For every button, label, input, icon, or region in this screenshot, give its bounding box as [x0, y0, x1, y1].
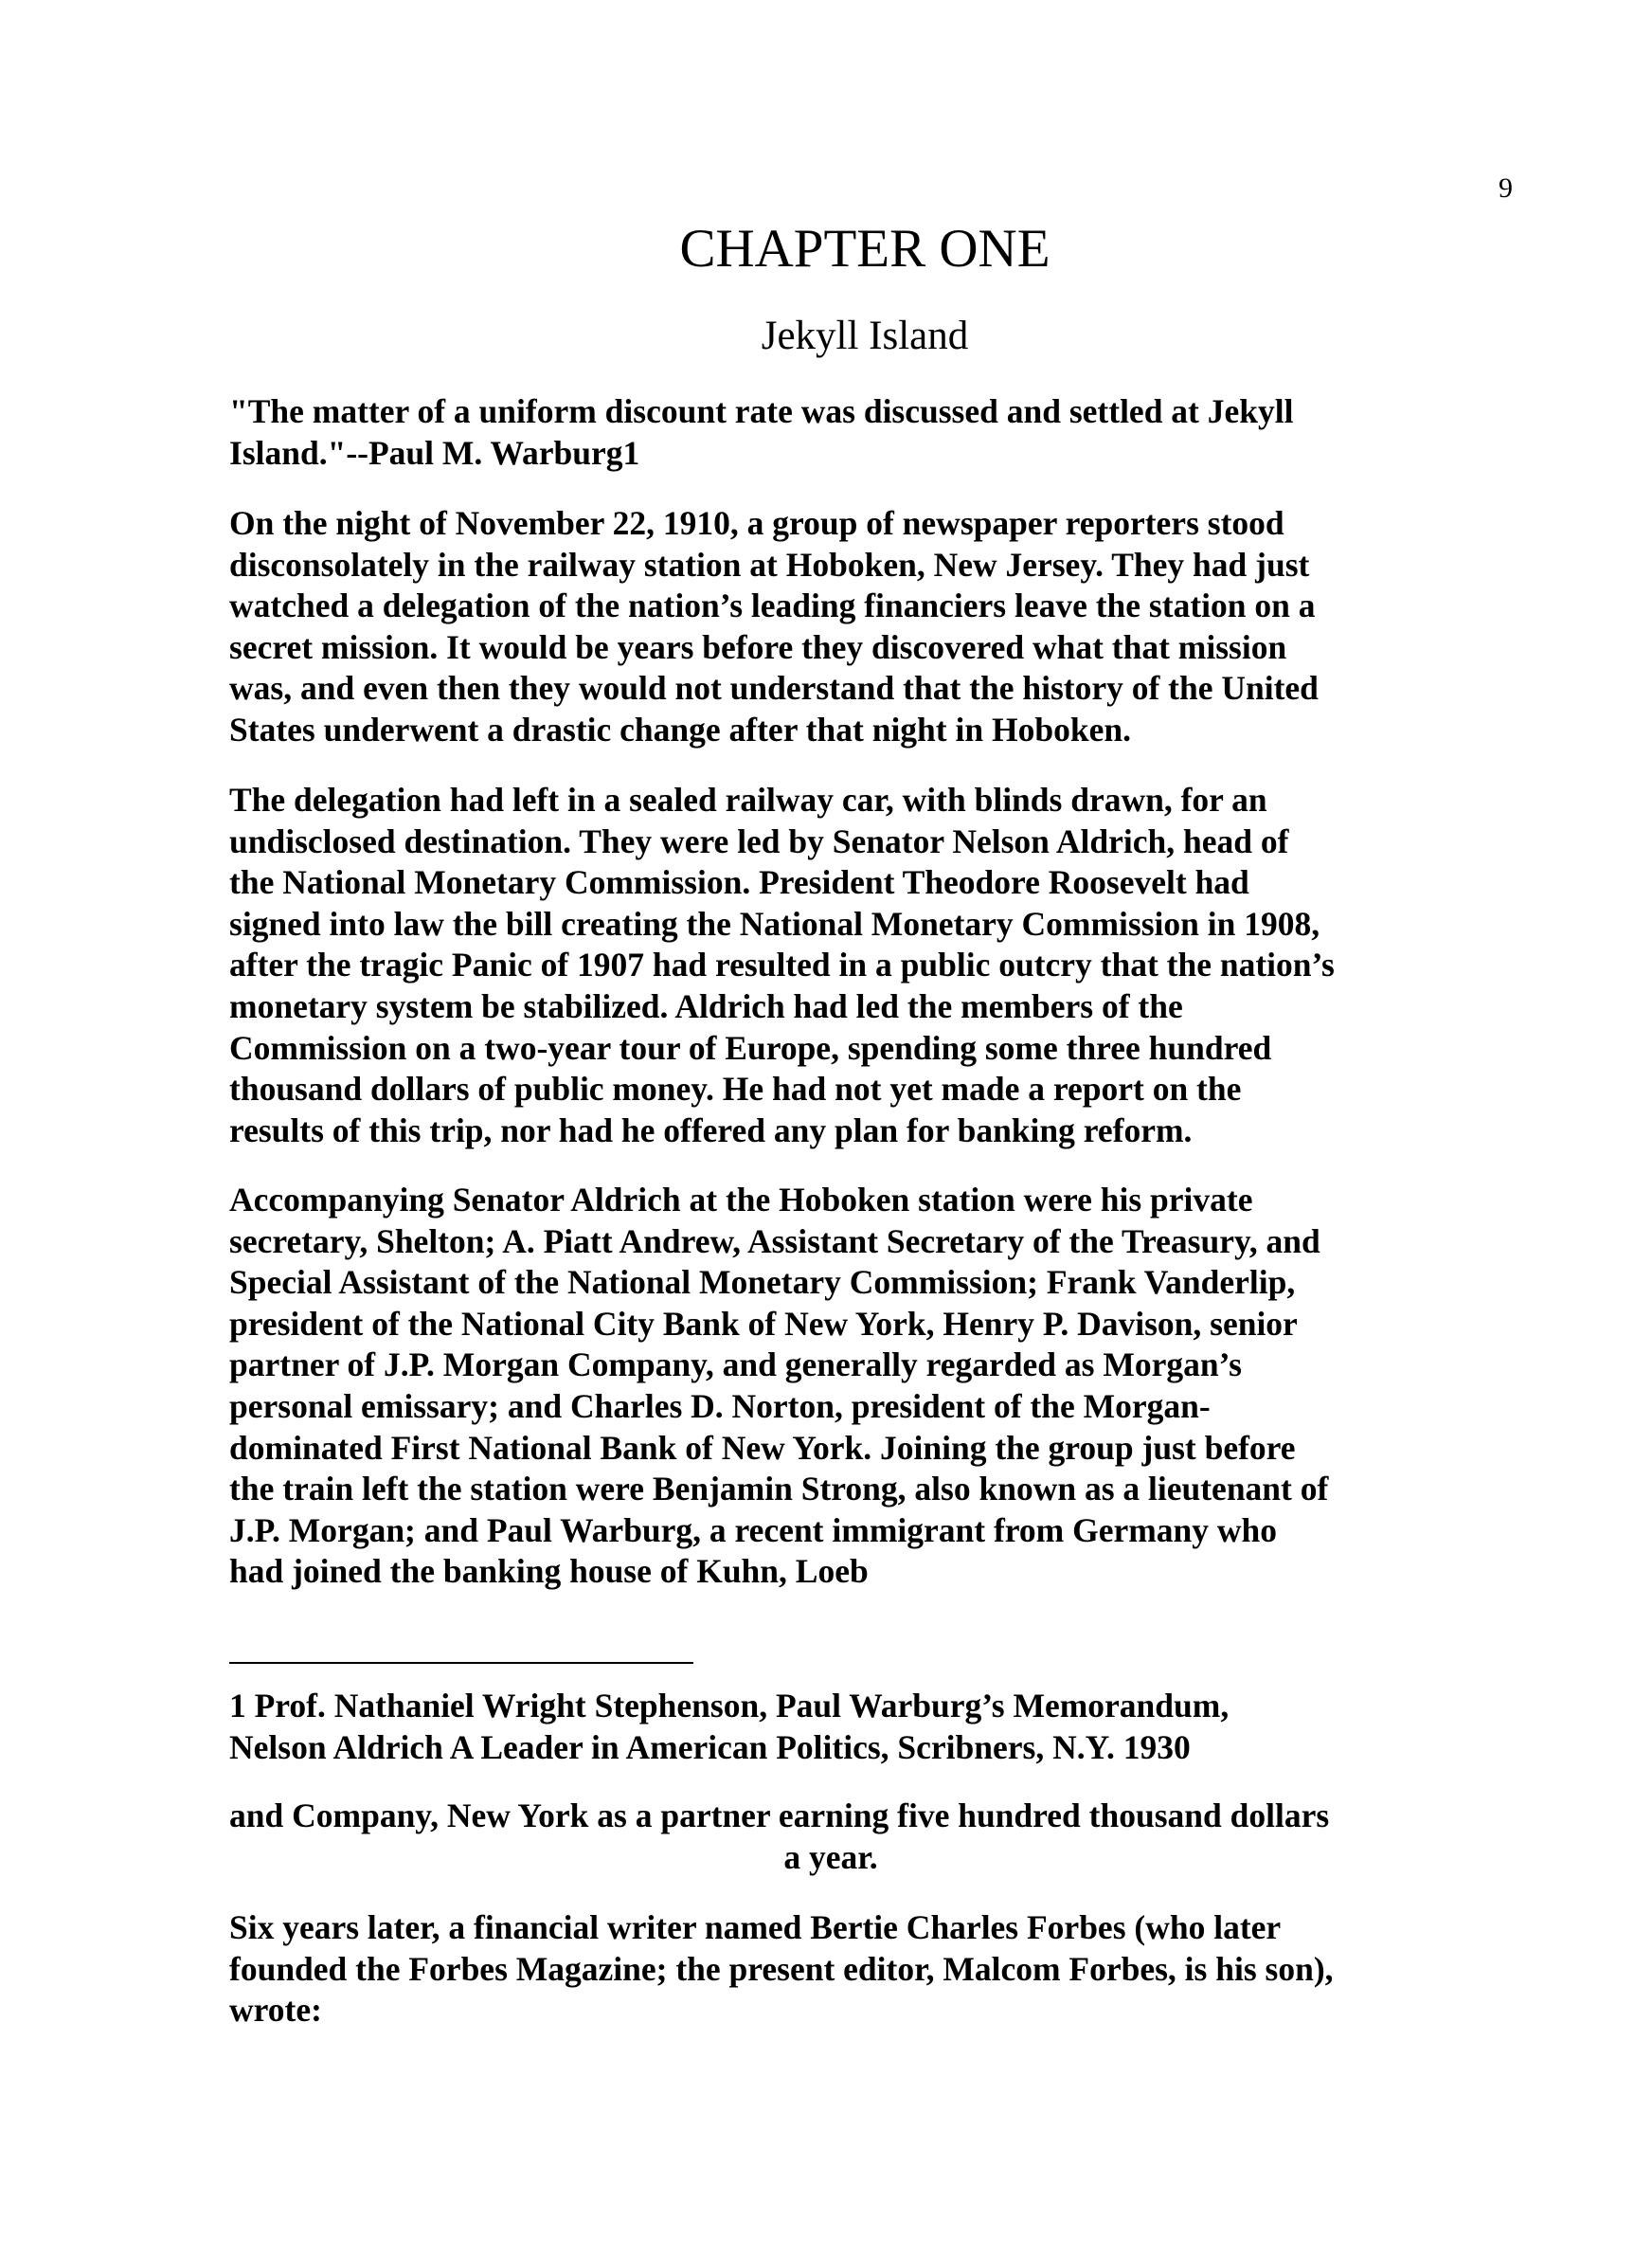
- page-number: 9: [1499, 172, 1513, 204]
- chapter-title: CHAPTER ONE: [679, 219, 1050, 279]
- paragraph-line: Special Assistant of the National Monetary Commission; Frank Vanderlip,: [229, 1263, 1296, 1302]
- footnote: [229, 1686, 1432, 1768]
- continuation-line: and Company, New York as a partner earning five hundred thousand dollars: [229, 1797, 1330, 1834]
- paragraph-line: States underwent a drastic change after that night in Hoboken.: [229, 710, 1131, 749]
- paragraph-line: personal emissary; and Charles D. Norton, president of the Morgan-: [229, 1386, 1211, 1425]
- closing-line: founded the Forbes Magazine; the present editor, Malcom Forbes, is his son),: [229, 1949, 1334, 1988]
- epigraph-line: Island."--Paul M. Warburg1: [229, 433, 640, 472]
- paragraph-line: had joined the banking house of Kuhn, Loeb: [229, 1552, 869, 1591]
- paragraph-line: The delegation had left in a sealed railway car, with blinds drawn, for an: [229, 781, 1267, 819]
- paragraph-line: undisclosed destination. They were led by Senator Nelson Aldrich, head of: [229, 822, 1289, 860]
- epigraph-line: "The matter of a uniform discount rate was discussed and settled at Jekyll: [229, 392, 1294, 430]
- paragraph-line: dominated First National Bank of New York. Joining the group just before: [229, 1428, 1296, 1467]
- paragraph-line: disconsolately in the railway station at Hoboken, New Jersey. They had just: [229, 545, 1310, 584]
- paragraph-line: partner of J.P. Morgan Company, and generally regarded as Morgan’s: [229, 1345, 1242, 1384]
- paragraph-line: On the night of November 22, 1910, a group of newspaper reporters stood: [229, 504, 1284, 542]
- closing-line: wrote:: [229, 1991, 322, 2030]
- continuation-line-centered: a year.: [783, 1837, 878, 1876]
- footnote-separator: [229, 1662, 693, 1664]
- paragraph-line: Accompanying Senator Aldrich at the Hoboken station were his private: [229, 1181, 1253, 1219]
- paragraph-line: watched a delegation of the nation’s leading financiers leave the station on a: [229, 587, 1316, 625]
- paragraph-line: results of this trip, nor had he offered any plan for banking reform.: [229, 1110, 1193, 1149]
- closing-line: Six years later, a financial writer named Bertie Charles Forbes (who later: [229, 1908, 1282, 1946]
- paragraph-line: monetary system be stabilized. Aldrich had led the members of the: [229, 986, 1183, 1025]
- epigraph: [229, 391, 1432, 474]
- paragraph-line: president of the National City Bank of New York, Henry P. Davison, senior: [229, 1304, 1298, 1343]
- paragraph-line: J.P. Morgan; and Paul Warburg, a recent immigrant from Germany who: [229, 1510, 1278, 1549]
- paragraph-line: secretary, Shelton; A. Piatt Andrew, Assistant Secretary of the Treasury, and: [229, 1221, 1320, 1260]
- paragraph-2: [229, 780, 1432, 1151]
- paragraph-1: [229, 503, 1432, 751]
- footnote-line: 1 Prof. Nathaniel Wright Stephenson, Paul Warburg’s Memorandum,: [229, 1687, 1230, 1724]
- paragraph-line: the train left the station were Benjamin Strong, also known as a lieutenant of: [229, 1470, 1329, 1508]
- footnote-line: Nelson Aldrich A Leader in American Politics, Scribners, N.Y. 1930: [229, 1727, 1191, 1766]
- closing-paragraph: [229, 1907, 1432, 2031]
- paragraph-line: signed into law the bill creating the National Monetary Commission in 1908,: [229, 904, 1320, 943]
- paragraph-line: Commission on a two-year tour of Europe, spending some three hundred: [229, 1028, 1272, 1067]
- paragraph-line: secret mission. It would be years before they discovered what that mission: [229, 627, 1287, 666]
- continuation-paragraph: [229, 1796, 1432, 1878]
- paragraph-line: after the tragic Panic of 1907 had resulted in a public outcry that the nation’s: [229, 946, 1335, 984]
- paragraph-line: thousand dollars of public money. He had not yet made a report on the: [229, 1070, 1242, 1109]
- chapter-subtitle: Jekyll Island: [761, 314, 969, 358]
- paragraph-3: [229, 1180, 1432, 1593]
- paragraph-line: the National Monetary Commission. President Theodore Roosevelt had: [229, 863, 1249, 902]
- paragraph-line: was, and even then they would not understand that the history of the United: [229, 669, 1319, 708]
